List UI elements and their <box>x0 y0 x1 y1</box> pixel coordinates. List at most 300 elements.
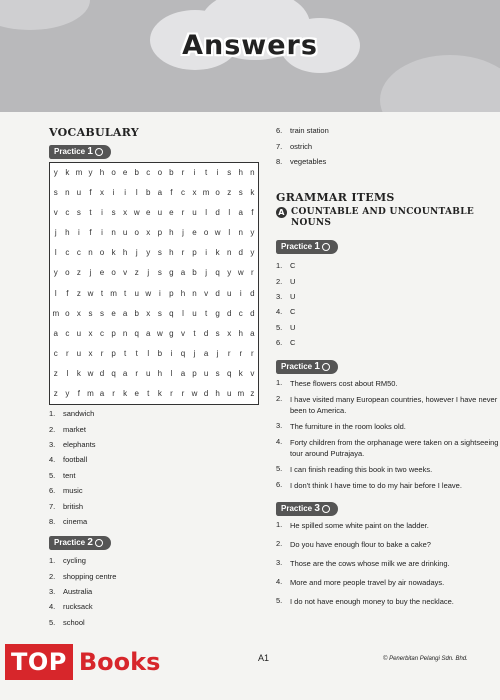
word-search-letter: v <box>250 368 255 378</box>
word-search-letter: h <box>65 228 70 238</box>
word-search-letter: a <box>122 368 128 378</box>
word-search-grid <box>49 162 259 405</box>
word-search-letter: a <box>122 308 128 318</box>
item-text: The furniture in the room looks old. <box>290 422 406 431</box>
word-search-letter: a <box>250 328 255 338</box>
word-search-letter: d <box>203 328 209 338</box>
logo-books: Books <box>78 648 161 676</box>
item-number: 5. <box>49 470 56 480</box>
word-search-letter: r <box>100 348 104 358</box>
item-number: 1. <box>49 409 56 419</box>
word-search-row <box>50 223 258 243</box>
item-text: He spilled some white paint on the ladder. <box>290 521 429 530</box>
word-search-letter: o <box>134 228 139 238</box>
list-item <box>49 406 96 421</box>
word-search-letter: u <box>203 368 209 378</box>
word-search-letter: r <box>66 348 69 358</box>
item-number: 4. <box>276 307 283 317</box>
item-number: 3. <box>276 291 283 301</box>
item-number: 4. <box>49 602 56 612</box>
word-search-letter: x <box>76 308 81 318</box>
word-search-row <box>50 304 258 324</box>
noun-underline-answer-list <box>276 520 500 615</box>
word-search-letter: a <box>180 368 186 378</box>
list-item <box>276 437 500 459</box>
word-search-letter: b <box>146 188 151 198</box>
word-search-letter: u <box>146 368 151 378</box>
item-number: 3. <box>49 586 56 596</box>
word-search-letter: h <box>169 228 174 238</box>
item-text: elephants <box>63 439 96 449</box>
word-search-letter: t <box>193 328 196 338</box>
item-number: 2. <box>276 276 283 286</box>
item-number: 2. <box>49 424 56 434</box>
word-search-letter: m <box>110 288 117 298</box>
word-search-letter: i <box>101 208 103 218</box>
item-text: vegetables <box>290 156 327 166</box>
item-text: Australia <box>63 586 93 596</box>
item-text: I do not have enough money to buy the necklace. <box>290 597 454 606</box>
word-search-letter: m <box>202 188 210 198</box>
list-item <box>276 335 295 350</box>
word-search-letter: m <box>237 389 245 399</box>
word-search-letter: p <box>169 288 174 298</box>
word-search-letter: n <box>88 248 93 258</box>
practice-number: 1 <box>314 241 320 252</box>
word-search-letter: n <box>122 328 128 338</box>
practice-label: Practice <box>54 538 86 547</box>
word-search-letter: r <box>251 268 254 278</box>
word-search-letter: f <box>66 288 69 298</box>
word-search-letter: a <box>99 389 105 399</box>
list-item <box>49 468 96 483</box>
word-search-letter: u <box>226 288 232 298</box>
word-search-letter: z <box>76 268 81 278</box>
list-item <box>276 421 500 432</box>
word-search-letter: f <box>89 228 92 238</box>
list-item <box>276 577 500 588</box>
word-search-letter: t <box>124 348 127 358</box>
word-search-letter: m <box>75 168 83 177</box>
word-search-letter: o <box>215 188 220 198</box>
word-search-letter: x <box>192 188 197 198</box>
word-search-letter: s <box>88 308 93 318</box>
item-number: 7. <box>276 141 283 151</box>
word-search-letter: x <box>88 348 93 358</box>
word-search-letter: z <box>53 389 58 399</box>
word-search-letter: p <box>157 228 163 238</box>
word-search-letter: w <box>133 208 140 218</box>
word-search-letter: j <box>89 268 92 278</box>
item-number: 6. <box>49 486 56 496</box>
word-search-letter: q <box>226 368 232 378</box>
page-number: A1 <box>258 653 270 663</box>
word-search-letter: d <box>99 368 105 378</box>
word-search-letter: r <box>239 348 243 358</box>
list-item <box>49 615 116 630</box>
list-item <box>49 514 96 529</box>
word-search-letter: v <box>53 208 58 218</box>
countable-heading <box>276 207 474 229</box>
word-search-letter: n <box>250 168 255 177</box>
list-item <box>49 483 96 498</box>
word-search-letter: b <box>134 168 139 177</box>
word-search-letter: t <box>204 308 208 318</box>
word-search-letter: p <box>111 348 116 358</box>
word-search-letter: y <box>65 389 70 399</box>
item-text: I have visited many European countries, however I have never been to America. <box>290 395 498 415</box>
practice-number: 2 <box>87 537 93 548</box>
word-search-letter: e <box>192 228 197 238</box>
item-number: 4. <box>276 437 283 446</box>
word-search-letter: g <box>169 328 174 338</box>
item-text: music <box>63 486 83 496</box>
word-search-letter: u <box>76 188 82 198</box>
word-search-letter: o <box>203 228 209 238</box>
word-search-letter: e <box>134 389 139 399</box>
word-search-letter: n <box>111 228 116 238</box>
item-number: 6. <box>276 480 283 489</box>
practice-badge <box>276 502 338 516</box>
word-search-letter: h <box>169 248 174 258</box>
item-number: 5. <box>276 322 283 332</box>
word-search-letter: s <box>76 208 81 218</box>
word-search-letter: h <box>238 168 243 177</box>
word-search-letter: c <box>180 188 185 198</box>
word-search-letter: b <box>157 348 163 358</box>
word-search-letter: w <box>87 368 94 378</box>
item-text: U <box>290 291 296 301</box>
word-search-letter: r <box>135 368 139 378</box>
word-search-letter: w <box>156 328 163 338</box>
word-search-letter: i <box>124 188 127 198</box>
word-search-letter: k <box>123 389 128 399</box>
item-number: 1. <box>276 261 283 271</box>
practice-badge <box>276 240 338 254</box>
word-search-letter: s <box>157 248 162 258</box>
list-item <box>276 480 500 491</box>
word-search-letter: s <box>53 188 58 198</box>
practice-label: Practice <box>281 242 313 251</box>
word-search-letter: l <box>228 208 231 218</box>
list-item <box>49 568 116 583</box>
word-search-letter: r <box>227 348 231 358</box>
word-search-letter: q <box>134 328 139 338</box>
list-item <box>276 138 329 153</box>
word-search-letter: d <box>226 308 232 318</box>
item-number: 2. <box>276 394 283 403</box>
word-search-letter: h <box>99 168 105 177</box>
word-search-letter: n <box>65 188 70 198</box>
list-item <box>49 584 116 599</box>
publisher-credit: © Penerbitan Pelangi Sdn. Bhd. <box>383 656 468 662</box>
word-search-letter: o <box>111 268 116 278</box>
item-number: 1. <box>276 378 283 387</box>
word-search-letter: e <box>146 208 151 218</box>
vocabulary-answer-list <box>49 406 96 529</box>
word-search-row <box>50 163 258 183</box>
subheading-line2: NOUNS <box>291 218 332 228</box>
practice-label: Practice <box>281 504 313 513</box>
item-text: sandwich <box>63 409 95 419</box>
list-item <box>49 452 96 467</box>
word-search-letter: b <box>192 268 197 278</box>
word-search-row <box>50 243 258 263</box>
word-search-letter: j <box>193 348 196 358</box>
item-number: 7. <box>49 501 56 511</box>
item-text: C <box>290 307 296 317</box>
practice-label: Practice <box>281 362 313 371</box>
word-search-letter: l <box>182 308 184 318</box>
word-search-letter: p <box>192 368 197 378</box>
word-search-letter: f <box>251 208 254 218</box>
word-search-letter: y <box>250 228 255 238</box>
word-search-letter: l <box>54 288 57 298</box>
word-search-letter: s <box>100 308 105 318</box>
word-search-letter: s <box>215 328 220 338</box>
item-text: train station <box>290 126 329 136</box>
word-search-letter: p <box>111 328 116 338</box>
word-search-letter: h <box>157 368 163 378</box>
magnifier-icon <box>95 148 103 156</box>
list-item <box>276 304 295 319</box>
practice2-answer-list-cont <box>276 123 329 169</box>
item-text: I can finish reading this book in two weeks. <box>290 465 433 474</box>
item-text: cycling <box>63 556 86 566</box>
word-search-letter: a <box>53 328 58 338</box>
logo-top: TOP <box>5 644 73 680</box>
word-search-letter: s <box>157 308 162 318</box>
word-search-letter: i <box>101 228 103 238</box>
word-search-letter: l <box>205 208 207 218</box>
item-text: market <box>63 424 86 434</box>
item-number: 5. <box>276 596 283 605</box>
word-search-letter: j <box>216 348 219 358</box>
list-item <box>276 154 329 169</box>
word-search-letter: f <box>77 389 81 399</box>
word-search-letter: l <box>228 228 231 238</box>
word-search-letter: w <box>145 288 152 298</box>
grammar-heading: GRAMMAR ITEMS <box>276 191 395 204</box>
practice-number: 3 <box>314 503 320 514</box>
word-search-letter: u <box>192 208 197 218</box>
item-number: 5. <box>49 617 56 627</box>
word-search-letter: a <box>157 188 163 198</box>
word-search-letter: c <box>76 248 81 258</box>
word-search-row <box>50 183 258 203</box>
item-text: I don't think I have time to do my hair before I leave. <box>290 481 462 490</box>
word-search-letter: u <box>76 328 82 338</box>
topbooks-logo <box>5 642 160 682</box>
item-number: 4. <box>276 577 283 586</box>
practice-badge <box>49 536 111 550</box>
item-text: ostrich <box>290 141 313 151</box>
item-number: 3. <box>276 421 283 430</box>
item-number: 6. <box>276 126 283 136</box>
word-search-letter: w <box>87 288 94 298</box>
word-search-letter: z <box>227 188 232 198</box>
word-search-letter: z <box>250 389 255 399</box>
item-text: rucksack <box>63 602 93 612</box>
practice-number: 1 <box>314 361 320 372</box>
word-search-letter: y <box>146 248 151 258</box>
list-item <box>276 258 295 273</box>
word-search-letter: r <box>251 348 254 358</box>
word-search-letter: t <box>89 208 92 218</box>
list-item <box>276 464 500 475</box>
word-search-letter: z <box>76 288 81 298</box>
magnifier-icon <box>322 363 330 371</box>
item-number: 8. <box>49 516 56 526</box>
item-text: british <box>63 501 84 511</box>
word-search-letter: j <box>54 228 57 238</box>
word-search-letter: a <box>238 208 243 218</box>
word-search-letter: t <box>100 288 104 298</box>
word-search-letter: t <box>147 389 150 399</box>
word-search-letter: i <box>216 168 219 177</box>
list-item <box>276 394 500 416</box>
item-text: U <box>290 276 296 286</box>
word-search-letter: n <box>192 288 197 298</box>
word-search-letter: f <box>170 188 173 198</box>
word-search-letter: r <box>181 248 185 258</box>
word-search-letter: v <box>180 328 185 338</box>
word-search-letter: c <box>100 328 105 338</box>
word-search-letter: w <box>214 228 221 238</box>
word-search-letter: n <box>226 248 232 258</box>
word-search-letter: u <box>122 228 128 238</box>
word-search-letter: l <box>147 348 150 358</box>
item-number: 4. <box>49 455 56 465</box>
word-search-letter: p <box>192 248 197 258</box>
word-search-letter: x <box>100 188 105 198</box>
word-search-letter: e <box>122 168 128 177</box>
word-search-letter: l <box>54 248 57 258</box>
word-search-letter: c <box>65 248 70 258</box>
item-number: 5. <box>276 464 283 473</box>
item-text: C <box>290 338 296 348</box>
word-search-letter: v <box>204 288 209 298</box>
word-search-letter: i <box>239 288 242 298</box>
word-search-letter: d <box>203 389 209 399</box>
list-item <box>49 599 116 614</box>
item-text: cinema <box>63 516 88 526</box>
word-search-letter: f <box>89 188 92 198</box>
word-search-letter: k <box>157 389 162 399</box>
word-search-letter: h <box>122 248 128 258</box>
word-search-letter: k <box>238 368 243 378</box>
word-search-letter: u <box>134 288 139 298</box>
word-search-letter: h <box>238 328 243 338</box>
list-item <box>276 289 295 304</box>
word-search-row <box>50 203 258 223</box>
word-search-letter: d <box>250 308 255 318</box>
list-item <box>276 539 500 550</box>
word-search-letter: x <box>227 328 232 338</box>
item-number: 6. <box>276 338 283 348</box>
sentence-answer-list <box>276 378 500 496</box>
word-search-letter: q <box>111 368 116 378</box>
word-search-letter: b <box>169 168 174 177</box>
item-text: Those are the cows whose milk we are drinking. <box>290 559 450 568</box>
word-search-letter: t <box>135 348 138 358</box>
word-search-letter: m <box>52 308 60 318</box>
word-search-letter: t <box>204 168 208 177</box>
word-search-letter: g <box>169 268 174 278</box>
word-search-letter: s <box>238 188 243 198</box>
word-search-letter: w <box>237 268 244 278</box>
word-search-row <box>50 263 258 283</box>
word-search-letter: y <box>53 268 58 278</box>
word-search-letter: a <box>203 348 209 358</box>
item-text: U <box>290 322 296 332</box>
word-search-letter: c <box>146 168 151 177</box>
item-text: tent <box>63 470 76 480</box>
word-search-letter: i <box>205 248 207 258</box>
magnifier-icon <box>322 505 330 513</box>
word-search-row <box>50 364 258 384</box>
word-search-letter: i <box>112 188 115 198</box>
word-search-letter: h <box>180 288 186 298</box>
word-search-letter: o <box>111 168 116 177</box>
word-search-letter: h <box>215 389 220 399</box>
word-search-letter: t <box>124 288 127 298</box>
word-search-row <box>50 284 258 304</box>
practice-label: Practice <box>54 147 86 156</box>
item-text: football <box>63 455 88 465</box>
word-search-letter: g <box>215 308 220 318</box>
word-search-letter: i <box>78 228 80 238</box>
item-number: 1. <box>49 556 56 566</box>
word-search-row <box>50 324 258 344</box>
word-search-letter: s <box>227 168 232 177</box>
item-text: C <box>290 261 296 271</box>
word-search-letter: j <box>205 268 207 278</box>
word-search-row <box>50 384 258 404</box>
list-item <box>49 498 96 513</box>
item-number: 2. <box>49 571 56 581</box>
item-text: Do you have enough flour to bake a cake? <box>290 540 431 549</box>
word-search-letter: m <box>87 389 94 399</box>
word-search-letter: c <box>53 348 58 358</box>
list-item <box>276 520 500 531</box>
list-item <box>276 123 329 138</box>
word-search-letter: r <box>170 389 173 399</box>
list-item <box>49 553 116 568</box>
word-search-letter: j <box>135 248 138 258</box>
item-number: 3. <box>276 558 283 567</box>
list-item <box>276 558 500 569</box>
word-search-letter: x <box>146 228 151 238</box>
word-search-letter: u <box>76 348 82 358</box>
word-search-letter: u <box>192 308 197 318</box>
list-item <box>276 378 500 389</box>
word-search-letter: a <box>180 268 186 278</box>
word-search-letter: x <box>123 208 128 218</box>
word-search-letter: o <box>65 268 70 278</box>
item-text: school <box>63 617 85 627</box>
word-search-letter: d <box>250 288 255 298</box>
header-banner <box>0 0 500 112</box>
list-item <box>49 421 96 436</box>
magnifier-icon <box>95 539 103 547</box>
item-number: 1. <box>276 520 283 529</box>
word-search-letter: u <box>226 389 232 399</box>
item-number: 2. <box>276 539 283 548</box>
word-search-letter: s <box>215 368 220 378</box>
magnifier-icon <box>322 243 330 251</box>
word-search-letter: z <box>53 368 58 378</box>
